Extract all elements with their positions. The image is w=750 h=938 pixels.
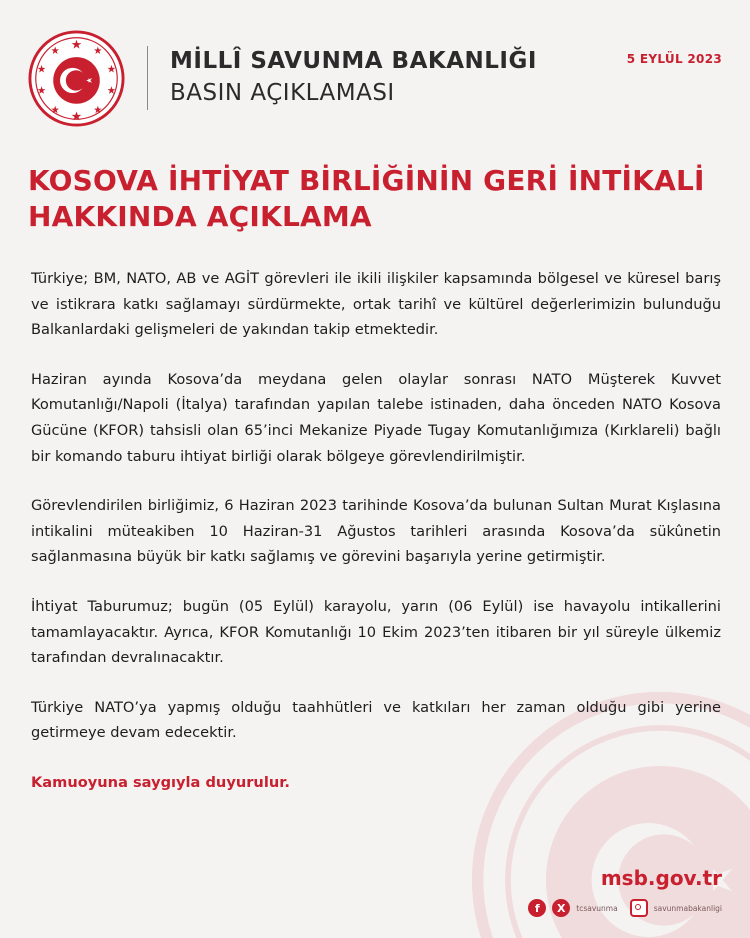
ministry-name: MİLLÎ SAVUNMA BAKANLIĞI: [170, 48, 537, 74]
social-handle-tcsavunma[interactable]: tcsavunma: [576, 903, 618, 913]
paragraph-4: İhtiyat Taburumuz; bugün (05 Eylül) karayolu, yarın (06 Eylül) ise havayolu intikallerini tamamlayacaktır. Ayrıca, KFOR Komutanlığı 10 Ekim 2023’ten itibaren bir yıl süreyle ülkemiz tarafından devralınacaktır.: [31, 597, 721, 667]
paragraph-1: Türkiye; BM, NATO, AB ve AGİT görevleri ile ikili ilişkiler kapsamında bölgesel ve küresel barış ve istikrara katkı sağlamayı sürdürmekte, ortak tarihî ve kültürel değerlerimizin bulunduğu Balkanlardaki gelişmeleri de yakından takip etmektedir.: [31, 270, 721, 339]
title-line-2: HAKKINDA AÇIKLAMA: [28, 200, 372, 233]
closing-line: Kamuoyuna saygıyla duyurulur.: [31, 773, 290, 791]
x-icon[interactable]: X: [552, 899, 570, 917]
page-title: [28, 163, 728, 235]
instagram-icon[interactable]: [630, 899, 648, 917]
social-handle-savunmabakanligi[interactable]: savunmabakanligi: [653, 903, 722, 913]
title-line-1: KOSOVA İHTİYAT BİRLİĞİNİN GERİ İNTİKALİ: [28, 164, 705, 197]
paragraph-2: Haziran ayında Kosova’da meydana gelen olaylar sonrası NATO Müşterek Kuvvet Komutanlığı/Napoli (İtalya) tarafından yapılan talebe istinaden, daha önceden NATO Kosova Gücüne (KFOR) tahsisli olan 65’inci Mekanize Piyade Tugay Komutanlığımıza (Kırklareli) bağlı bir komando taburu ihtiyat birliği olarak bölgeye görevlendirilmiştir.: [31, 370, 721, 465]
release-date: 5 EYLÜL 2023: [626, 52, 722, 66]
header-divider: [147, 46, 148, 110]
social-links: [528, 899, 722, 917]
press-release-label: BASIN AÇIKLAMASI: [170, 80, 395, 106]
facebook-icon[interactable]: f: [528, 899, 546, 917]
website-link[interactable]: msb.gov.tr: [600, 866, 722, 890]
ministry-seal-icon: [28, 30, 125, 127]
statement-body: [31, 266, 721, 796]
paragraph-5: Türkiye NATO’ya yapmış olduğu taahhütleri ve katkıları her zaman olduğu gibi yerine getirmeye devam edecektir.: [31, 698, 721, 742]
paragraph-3: Görevlendirilen birliğimiz, 6 Haziran 2023 tarihinde Kosova’da bulunan Sultan Murat Kışlasına intikalini müteakiben 10 Haziran-31 Ağustos tarihleri arasında Kosova’da sükûnetin sağlanmasına büyük bir katkı sağlamış ve görevini başarıyla yerine getirmiştir.: [31, 497, 721, 566]
